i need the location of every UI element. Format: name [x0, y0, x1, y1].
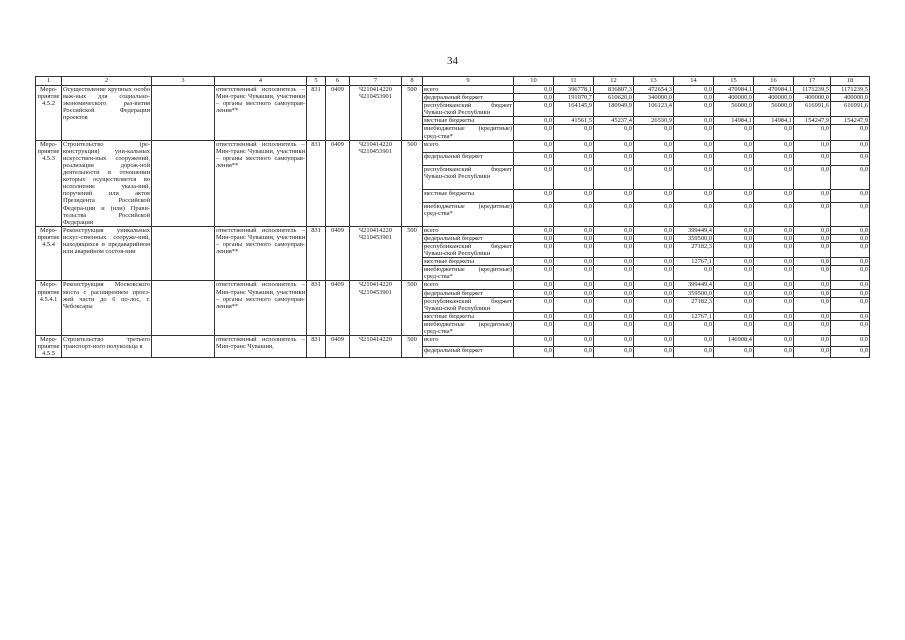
funding-value: 0,0 [514, 86, 554, 94]
target-article-code: Ч210414220 Ч210453901 [350, 281, 402, 336]
funding-value: 0,0 [634, 320, 674, 335]
funding-value: 0,0 [634, 226, 674, 234]
funding-value: 0,0 [514, 234, 554, 242]
column-number: 2 [62, 77, 152, 86]
funding-value: 0,0 [831, 297, 870, 312]
funding-value: 0,0 [554, 125, 594, 140]
funding-value: 0,0 [754, 234, 794, 242]
funding-value: 399449,4 [674, 281, 714, 289]
funding-value: 0,0 [754, 297, 794, 312]
funding-value: 180949,9 [594, 102, 634, 117]
funding-value: 0,0 [674, 117, 714, 125]
funding-value: 0,0 [514, 281, 554, 289]
funding-value: 0,0 [594, 140, 634, 153]
funding-value: 359500,0 [674, 289, 714, 297]
activity-name: Осуществление крупных особо важ-ных для социально-экономического раз-вития Российской Федерации проектов [62, 86, 152, 141]
funding-value: 340000,0 [634, 94, 674, 102]
funding-value: 0,0 [754, 226, 794, 234]
funding-value: 0,0 [554, 242, 594, 257]
funding-value: 0,0 [754, 266, 794, 281]
funding-value: 0,0 [794, 234, 831, 242]
funding-value: 0,0 [554, 234, 594, 242]
column-number: 14 [674, 77, 714, 86]
funding-value: 0,0 [554, 258, 594, 266]
funding-value: 0,0 [514, 312, 554, 320]
funding-value: 1171239,5 [831, 86, 870, 94]
section-code: 0409 [326, 226, 350, 281]
funding-value: 0,0 [554, 312, 594, 320]
grbs-code: 831 [307, 336, 326, 358]
funding-source: местные бюджеты [423, 312, 514, 320]
funding-value: 56000,0 [754, 102, 794, 117]
activity-name: Реконструкция уникальных искус-ственных сооруже-ний, находящихся в предаварийном или аварийном состоя-нии [62, 226, 152, 281]
funding-value: 0,0 [514, 94, 554, 102]
funding-value: 0,0 [554, 190, 594, 203]
subprogram-cell [152, 140, 215, 226]
funding-value: 0,0 [754, 258, 794, 266]
funding-value: 0,0 [594, 125, 634, 140]
funding-source: всего [423, 336, 514, 347]
column-number: 9 [423, 77, 514, 86]
program-funding-table [35, 76, 870, 358]
funding-source: местные бюджеты [423, 258, 514, 266]
funding-value: 0,0 [634, 166, 674, 190]
funding-value: 0,0 [674, 94, 714, 102]
funding-value: 0,0 [754, 281, 794, 289]
funding-value: 0,0 [794, 297, 831, 312]
expense-type-code: 500 [402, 140, 423, 226]
funding-value: 0,0 [831, 234, 870, 242]
funding-value: 0,0 [831, 266, 870, 281]
funding-value: 0,0 [831, 289, 870, 297]
funding-value: 0,0 [634, 347, 674, 358]
column-number: 15 [714, 77, 754, 86]
funding-value: 0,0 [714, 125, 754, 140]
funding-value: 0,0 [714, 166, 754, 190]
funding-value: 0,0 [831, 226, 870, 234]
funding-value: 0,0 [554, 347, 594, 358]
column-number-row [36, 77, 870, 86]
funding-value: 0,0 [714, 266, 754, 281]
funding-value: 0,0 [594, 347, 634, 358]
funding-value: 0,0 [674, 320, 714, 335]
grbs-code: 831 [307, 281, 326, 336]
column-number: 3 [152, 77, 215, 86]
grbs-code: 831 [307, 140, 326, 226]
expense-type-code: 500 [402, 336, 423, 358]
funding-value: 0,0 [831, 125, 870, 140]
funding-value: 0,0 [514, 347, 554, 358]
funding-value: 0,0 [674, 140, 714, 153]
funding-value: 0,0 [514, 242, 554, 257]
funding-value: 472654,3 [634, 86, 674, 94]
funding-value: 0,0 [594, 297, 634, 312]
funding-value: 0,0 [831, 320, 870, 335]
subprogram-cell [152, 86, 215, 141]
activity-code: Меро- приятие 4.5.4 [36, 226, 62, 281]
funding-source: федеральный бюджет [423, 153, 514, 166]
column-number: 8 [402, 77, 423, 86]
column-number: 12 [594, 77, 634, 86]
funding-value: 0,0 [554, 289, 594, 297]
funding-source: внебюджетные (кредитные) сред-ства* [424, 320, 512, 335]
table-row [36, 140, 870, 153]
table-row [36, 86, 870, 94]
funding-source: республиканский бюджет Чуваш-ской Республики [424, 102, 512, 117]
funding-value: 26530,9 [634, 117, 674, 125]
activity-code: Меро- приятие 4.5.2 [36, 86, 62, 141]
funding-value: 41561,5 [554, 117, 594, 125]
funding-value: 0,0 [514, 258, 554, 266]
funding-value: 0,0 [554, 281, 594, 289]
expense-type-code: 500 [402, 86, 423, 141]
funding-source: федеральный бюджет [423, 347, 514, 358]
funding-value: 616991,6 [831, 102, 870, 117]
table-row [36, 281, 870, 289]
section-code: 0409 [326, 140, 350, 226]
subprogram-cell [152, 336, 215, 358]
grbs-code: 831 [307, 86, 326, 141]
funding-value: 0,0 [674, 102, 714, 117]
funding-value: 0,0 [674, 86, 714, 94]
funding-value: 0,0 [674, 347, 714, 358]
subprogram-cell [152, 226, 215, 281]
funding-value: 0,0 [794, 242, 831, 257]
funding-value: 616991,6 [794, 102, 831, 117]
funding-value: 0,0 [594, 153, 634, 166]
funding-value: 1171239,5 [794, 86, 831, 94]
funding-value: 0,0 [514, 117, 554, 125]
funding-value: 0,0 [831, 312, 870, 320]
funding-value: 0,0 [831, 258, 870, 266]
funding-value: 0,0 [514, 190, 554, 203]
funding-value: 0,0 [794, 125, 831, 140]
funding-source: внебюджетные (кредитные) сред-ства* [423, 202, 514, 226]
funding-value: 0,0 [594, 266, 634, 281]
funding-value: 396778,1 [554, 86, 594, 94]
expense-type-code: 500 [402, 226, 423, 281]
funding-value: 0,0 [794, 258, 831, 266]
funding-value: 0,0 [594, 281, 634, 289]
funding-value: 0,0 [554, 226, 594, 234]
funding-value: 359500,0 [674, 234, 714, 242]
funding-value: 0,0 [831, 190, 870, 203]
funding-value: 0,0 [674, 266, 714, 281]
funding-value: 0,0 [634, 125, 674, 140]
funding-value: 399449,4 [674, 226, 714, 234]
activity-code: Меро- приятие 4.5.5 [37, 336, 60, 358]
funding-value: 0,0 [674, 125, 714, 140]
funding-value: 836807,3 [594, 86, 634, 94]
column-number: 17 [794, 77, 831, 86]
funding-value: 14984,1 [754, 117, 794, 125]
funding-value: 0,0 [514, 202, 554, 226]
funding-value: 0,0 [514, 140, 554, 153]
funding-value: 0,0 [514, 166, 554, 190]
funding-value: 0,0 [634, 266, 674, 281]
funding-value: 0,0 [554, 153, 594, 166]
subprogram-cell [152, 281, 215, 336]
funding-value: 0,0 [674, 202, 714, 226]
funding-value: 0,0 [754, 320, 794, 335]
funding-value: 0,0 [714, 153, 754, 166]
funding-value: 0,0 [754, 202, 794, 226]
funding-source: внебюджетные (кредитные) сред-ства* [424, 266, 512, 281]
funding-value: 0,0 [594, 226, 634, 234]
funding-value: 470984,1 [714, 86, 754, 94]
funding-value: 0,0 [554, 202, 594, 226]
funding-source: всего [423, 226, 514, 234]
funding-value: 0,0 [794, 347, 831, 358]
funding-value: 400000,0 [794, 94, 831, 102]
funding-value: 0,0 [594, 202, 634, 226]
funding-value: 0,0 [794, 312, 831, 320]
funding-value: 0,0 [831, 166, 870, 190]
funding-value: 0,0 [794, 226, 831, 234]
funding-value: 610620,0 [594, 94, 634, 102]
funding-value: 164145,9 [554, 102, 594, 117]
funding-value: 0,0 [514, 266, 554, 281]
funding-value: 0,0 [634, 190, 674, 203]
funding-value: 0,0 [831, 140, 870, 153]
funding-value: 0,0 [754, 312, 794, 320]
funding-value: 0,0 [794, 153, 831, 166]
funding-value: 0,0 [794, 190, 831, 203]
funding-value: 0,0 [634, 258, 674, 266]
funding-value: 0,0 [634, 242, 674, 257]
funding-value: 0,0 [714, 289, 754, 297]
responsible-executor: ответственный исполнитель – Мин-транс Чувашии, участники – органы местного самоуправ-ления** [215, 86, 307, 141]
funding-value: 0,0 [514, 297, 554, 312]
target-article-code: Ч210414220 Ч210453901 [350, 140, 402, 226]
funding-source: федеральный бюджет [423, 289, 514, 297]
funding-value: 106123,4 [634, 102, 674, 117]
funding-value: 0,0 [514, 102, 554, 117]
funding-value: 400000,0 [831, 94, 870, 102]
funding-value: 0,0 [831, 242, 870, 257]
funding-value: 0,0 [594, 234, 634, 242]
activity-name: Строительство третьего транспорт-ного полукольца в [62, 336, 152, 358]
funding-value: 0,0 [794, 289, 831, 297]
page-number: 34 [447, 55, 458, 67]
funding-value: 0,0 [794, 140, 831, 153]
column-number: 13 [634, 77, 674, 86]
funding-value: 0,0 [594, 190, 634, 203]
funding-value: 0,0 [594, 166, 634, 190]
funding-value: 0,0 [594, 320, 634, 335]
funding-value: 146908,4 [714, 336, 754, 347]
funding-value: 154247,9 [831, 117, 870, 125]
section-code: 0409 [326, 281, 350, 336]
funding-value: 0,0 [754, 153, 794, 166]
funding-value: 14984,1 [714, 117, 754, 125]
funding-source: всего [423, 281, 514, 289]
funding-value: 154247,9 [794, 117, 831, 125]
funding-source: внебюджетные (кредитные) сред-ства* [424, 125, 512, 140]
expense-type-code: 500 [402, 281, 423, 336]
funding-value: 0,0 [514, 153, 554, 166]
funding-value: 0,0 [634, 336, 674, 347]
column-number: 4 [215, 77, 307, 86]
responsible-executor: ответственный исполнитель – Мин-транс Чувашии, участники – органы местного самоуправ-ления** [215, 281, 307, 336]
funding-value: 0,0 [514, 336, 554, 347]
funding-value: 0,0 [594, 242, 634, 257]
funding-value: 0,0 [754, 289, 794, 297]
funding-source: местные бюджеты [423, 190, 514, 203]
funding-value: 0,0 [714, 258, 754, 266]
funding-value: 0,0 [554, 140, 594, 153]
funding-source: всего [423, 140, 514, 153]
funding-value: 0,0 [794, 166, 831, 190]
funding-value: 0,0 [714, 347, 754, 358]
column-number: 16 [754, 77, 794, 86]
funding-source: всего [423, 86, 514, 94]
funding-value: 0,0 [514, 226, 554, 234]
funding-value: 0,0 [714, 190, 754, 203]
funding-value: 0,0 [794, 202, 831, 226]
activity-name: Реконструкция Московского моста с расширением проез-жей части до 6 по-лос, г. Чебоксары [62, 281, 152, 336]
funding-value: 0,0 [634, 281, 674, 289]
funding-source: республиканский бюджет Чуваш-ской Республики [424, 242, 512, 258]
table-row [36, 226, 870, 234]
column-number: 18 [831, 77, 870, 86]
funding-value: 0,0 [594, 336, 634, 347]
funding-value: 0,0 [674, 166, 714, 190]
funding-value: 56000,0 [714, 102, 754, 117]
funding-value: 0,0 [754, 166, 794, 190]
funding-value: 400000,0 [714, 94, 754, 102]
funding-value: 0,0 [714, 297, 754, 312]
responsible-executor: ответственный исполнитель – Мин-транс Чувашии, участники – органы местного самоуправ-ления** [215, 140, 307, 226]
column-number: 5 [307, 77, 326, 86]
funding-value: 0,0 [794, 336, 831, 347]
funding-value: 0,0 [634, 140, 674, 153]
funding-value: 0,0 [831, 336, 870, 347]
funding-value: 400000,0 [754, 94, 794, 102]
table-row [36, 336, 870, 347]
section-code: 0409 [326, 336, 350, 358]
target-article-code: Ч210414220 [350, 336, 402, 358]
column-number: 7 [350, 77, 402, 86]
funding-value: 0,0 [634, 297, 674, 312]
funding-value: 45237,4 [594, 117, 634, 125]
funding-value: 0,0 [514, 289, 554, 297]
funding-value: 0,0 [674, 153, 714, 166]
funding-value: 0,0 [594, 312, 634, 320]
column-number: 11 [554, 77, 594, 86]
responsible-executor: ответственный исполнитель – Мин-транс Чувашии, [215, 336, 307, 358]
funding-value: 0,0 [831, 347, 870, 358]
column-number: 6 [326, 77, 350, 86]
funding-value: 0,0 [634, 202, 674, 226]
funding-source: республиканский бюджет Чуваш-ской Республики [424, 297, 512, 312]
funding-value: 27182,3 [674, 297, 714, 312]
funding-value: 0,0 [714, 281, 754, 289]
funding-value: 0,0 [831, 202, 870, 226]
funding-value: 191070,7 [554, 94, 594, 102]
funding-value: 0,0 [634, 312, 674, 320]
funding-value: 0,0 [674, 336, 714, 347]
column-number: 10 [514, 77, 554, 86]
funding-value: 0,0 [714, 234, 754, 242]
target-article-code: Ч210414220 Ч210453901 [350, 86, 402, 141]
funding-value: 0,0 [794, 266, 831, 281]
funding-value: 0,0 [634, 289, 674, 297]
funding-value: 0,0 [594, 289, 634, 297]
funding-source: республиканский бюджет Чуваш-ской Республики [423, 166, 514, 190]
funding-value: 0,0 [794, 320, 831, 335]
funding-value: 12767,1 [674, 312, 714, 320]
funding-value: 0,0 [831, 281, 870, 289]
activity-code: Меро- приятие 4.5.3 [36, 140, 62, 226]
funding-value: 0,0 [714, 140, 754, 153]
funding-value: 470984,1 [754, 86, 794, 94]
funding-value: 0,0 [714, 202, 754, 226]
funding-source: местные бюджеты [423, 117, 514, 125]
funding-value: 0,0 [554, 266, 594, 281]
funding-value: 0,0 [754, 347, 794, 358]
grbs-code: 831 [307, 226, 326, 281]
funding-value: 0,0 [554, 336, 594, 347]
funding-value: 27182,3 [674, 242, 714, 257]
funding-value: 0,0 [714, 226, 754, 234]
section-code: 0409 [326, 86, 350, 141]
funding-value: 0,0 [634, 153, 674, 166]
funding-value: 0,0 [554, 297, 594, 312]
funding-value: 0,0 [554, 166, 594, 190]
funding-value: 0,0 [634, 234, 674, 242]
funding-value: 0,0 [754, 336, 794, 347]
funding-value: 0,0 [754, 242, 794, 257]
funding-value: 0,0 [794, 281, 831, 289]
funding-value: 0,0 [674, 190, 714, 203]
funding-value: 0,0 [754, 125, 794, 140]
funding-value: 0,0 [514, 125, 554, 140]
funding-source: федеральный бюджет [423, 234, 514, 242]
funding-value: 0,0 [831, 153, 870, 166]
funding-value: 0,0 [594, 258, 634, 266]
funding-source: федеральный бюджет [423, 94, 514, 102]
funding-value: 0,0 [714, 242, 754, 257]
funding-value: 0,0 [754, 140, 794, 153]
funding-value: 0,0 [754, 190, 794, 203]
funding-value: 0,0 [514, 320, 554, 335]
funding-value: 0,0 [554, 320, 594, 335]
column-number: 1 [36, 77, 62, 86]
funding-value: 0,0 [714, 320, 754, 335]
target-article-code: Ч210414220 Ч210453901 [350, 226, 402, 281]
funding-value: 0,0 [714, 312, 754, 320]
responsible-executor: ответственный исполнитель – Мин-транс Чувашии, участники – органы местного самоуправ-ления** [215, 226, 307, 281]
activity-code: Меро- приятие 4.5.4.1 [36, 281, 62, 336]
funding-value: 12767,1 [674, 258, 714, 266]
activity-name: Строительство (ре-конструкция) уни-кальных искусствен-ных сооружений, реализация дорож-ной деятельности в отношении которых осуществляется во исполнение указа-ний, поручений или актов Президента Российской Федера-ции и (или) Прави-тельства Российской Федерации [63, 140, 150, 226]
